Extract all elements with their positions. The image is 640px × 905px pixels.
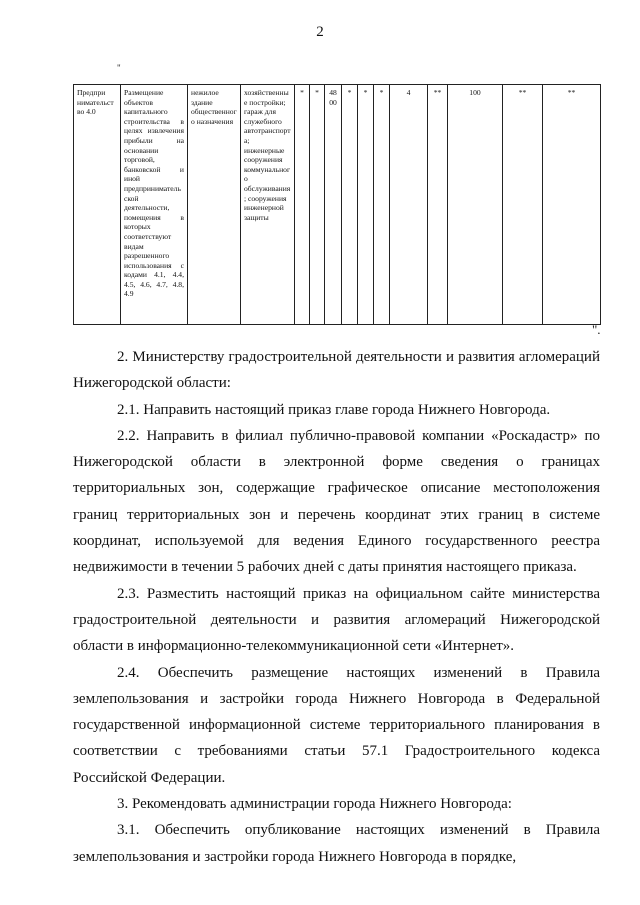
paragraph-2-4: 2.4. Обеспечить размещение настоящих изменений в Правила землепользования и застройки города Нижнего Новгорода в Федеральной государственной информационной системе территориального планирования в соответствии с требованиями статьи 57.1 Градостроительного кодекса Российской Федерации. [73,664,600,786]
paragraph-2-2: 2.2. Направить в филиал публично-правовой компании «Роскадастр» по Нижегородской области в электронной форме сведения о границах территориальных зон, содержащие графическое описание местоположения границ территориальных зон и перечень координат этих границ в системе координат, используемой для ведения Единого государственного реестра недвижимости в течении 5 рабочих дней с даты принятия настоящего приказа. [73,427,600,576]
table-cell: * [295,85,310,325]
auxiliary-objects-cell: хозяйственные постройки; гараж для служебного автотранспорта; инженерные сооружения коммунального обслуживания; сооружения инженерной защиты [241,85,295,325]
table-cell: 100 [448,85,503,325]
closing-quote-mark: ". [592,322,601,337]
table-cell: * [310,85,325,325]
table-cell: ** [503,85,543,325]
use-description-cell: Размещение объектов капитального строительства в целях извлечения прибыли на основании торговой, банковской и иной предпринимательской деятельности, помещения в которых соответствуют видам разрешенного использования с кодами 4.1, 4.4, 4.5, 4.6, 4.7, 4.8, 4.9 [121,85,188,325]
table-row [74,85,601,325]
table-cell: * [374,85,390,325]
paragraph-2: 2. Министерству градостроительной деятельности и развития агломераций Нижегородской области: [73,349,600,392]
table-cell: 48 00 [325,85,342,325]
page-number: 2 [316,24,324,40]
table-cell: * [342,85,358,325]
zone-regulations-table [73,84,601,325]
opening-quote-mark: " [117,63,121,73]
paragraph-2-1: 2.1. Направить настоящий приказ главе города Нижнего Новгорода. [117,401,551,418]
document-body [73,344,600,870]
paragraph-3: 3. Рекомендовать администрации города Нижнего Новгорода: [117,796,512,813]
table-cell: * [358,85,374,325]
table-cell: ** [543,85,601,325]
table-cell: ** [428,85,448,325]
table-cell: 4 [390,85,428,325]
paragraph-3-1: 3.1. Обеспечить опубликование настоящих изменений в Правила землепользования и застройки города Нижнего Новгорода в порядке, [73,822,600,865]
main-object-type-cell: нежилое здание общественного назначения [188,85,241,325]
zone-code-cell: Предпри нимательство 4.0 [74,85,121,325]
paragraph-2-3: 2.3. Разместить настоящий приказ на официальном сайте министерства градостроительной деятельности и развития агломераций Нижегородской области в информационно-телекоммуникационной сети «Интернет». [73,585,600,655]
